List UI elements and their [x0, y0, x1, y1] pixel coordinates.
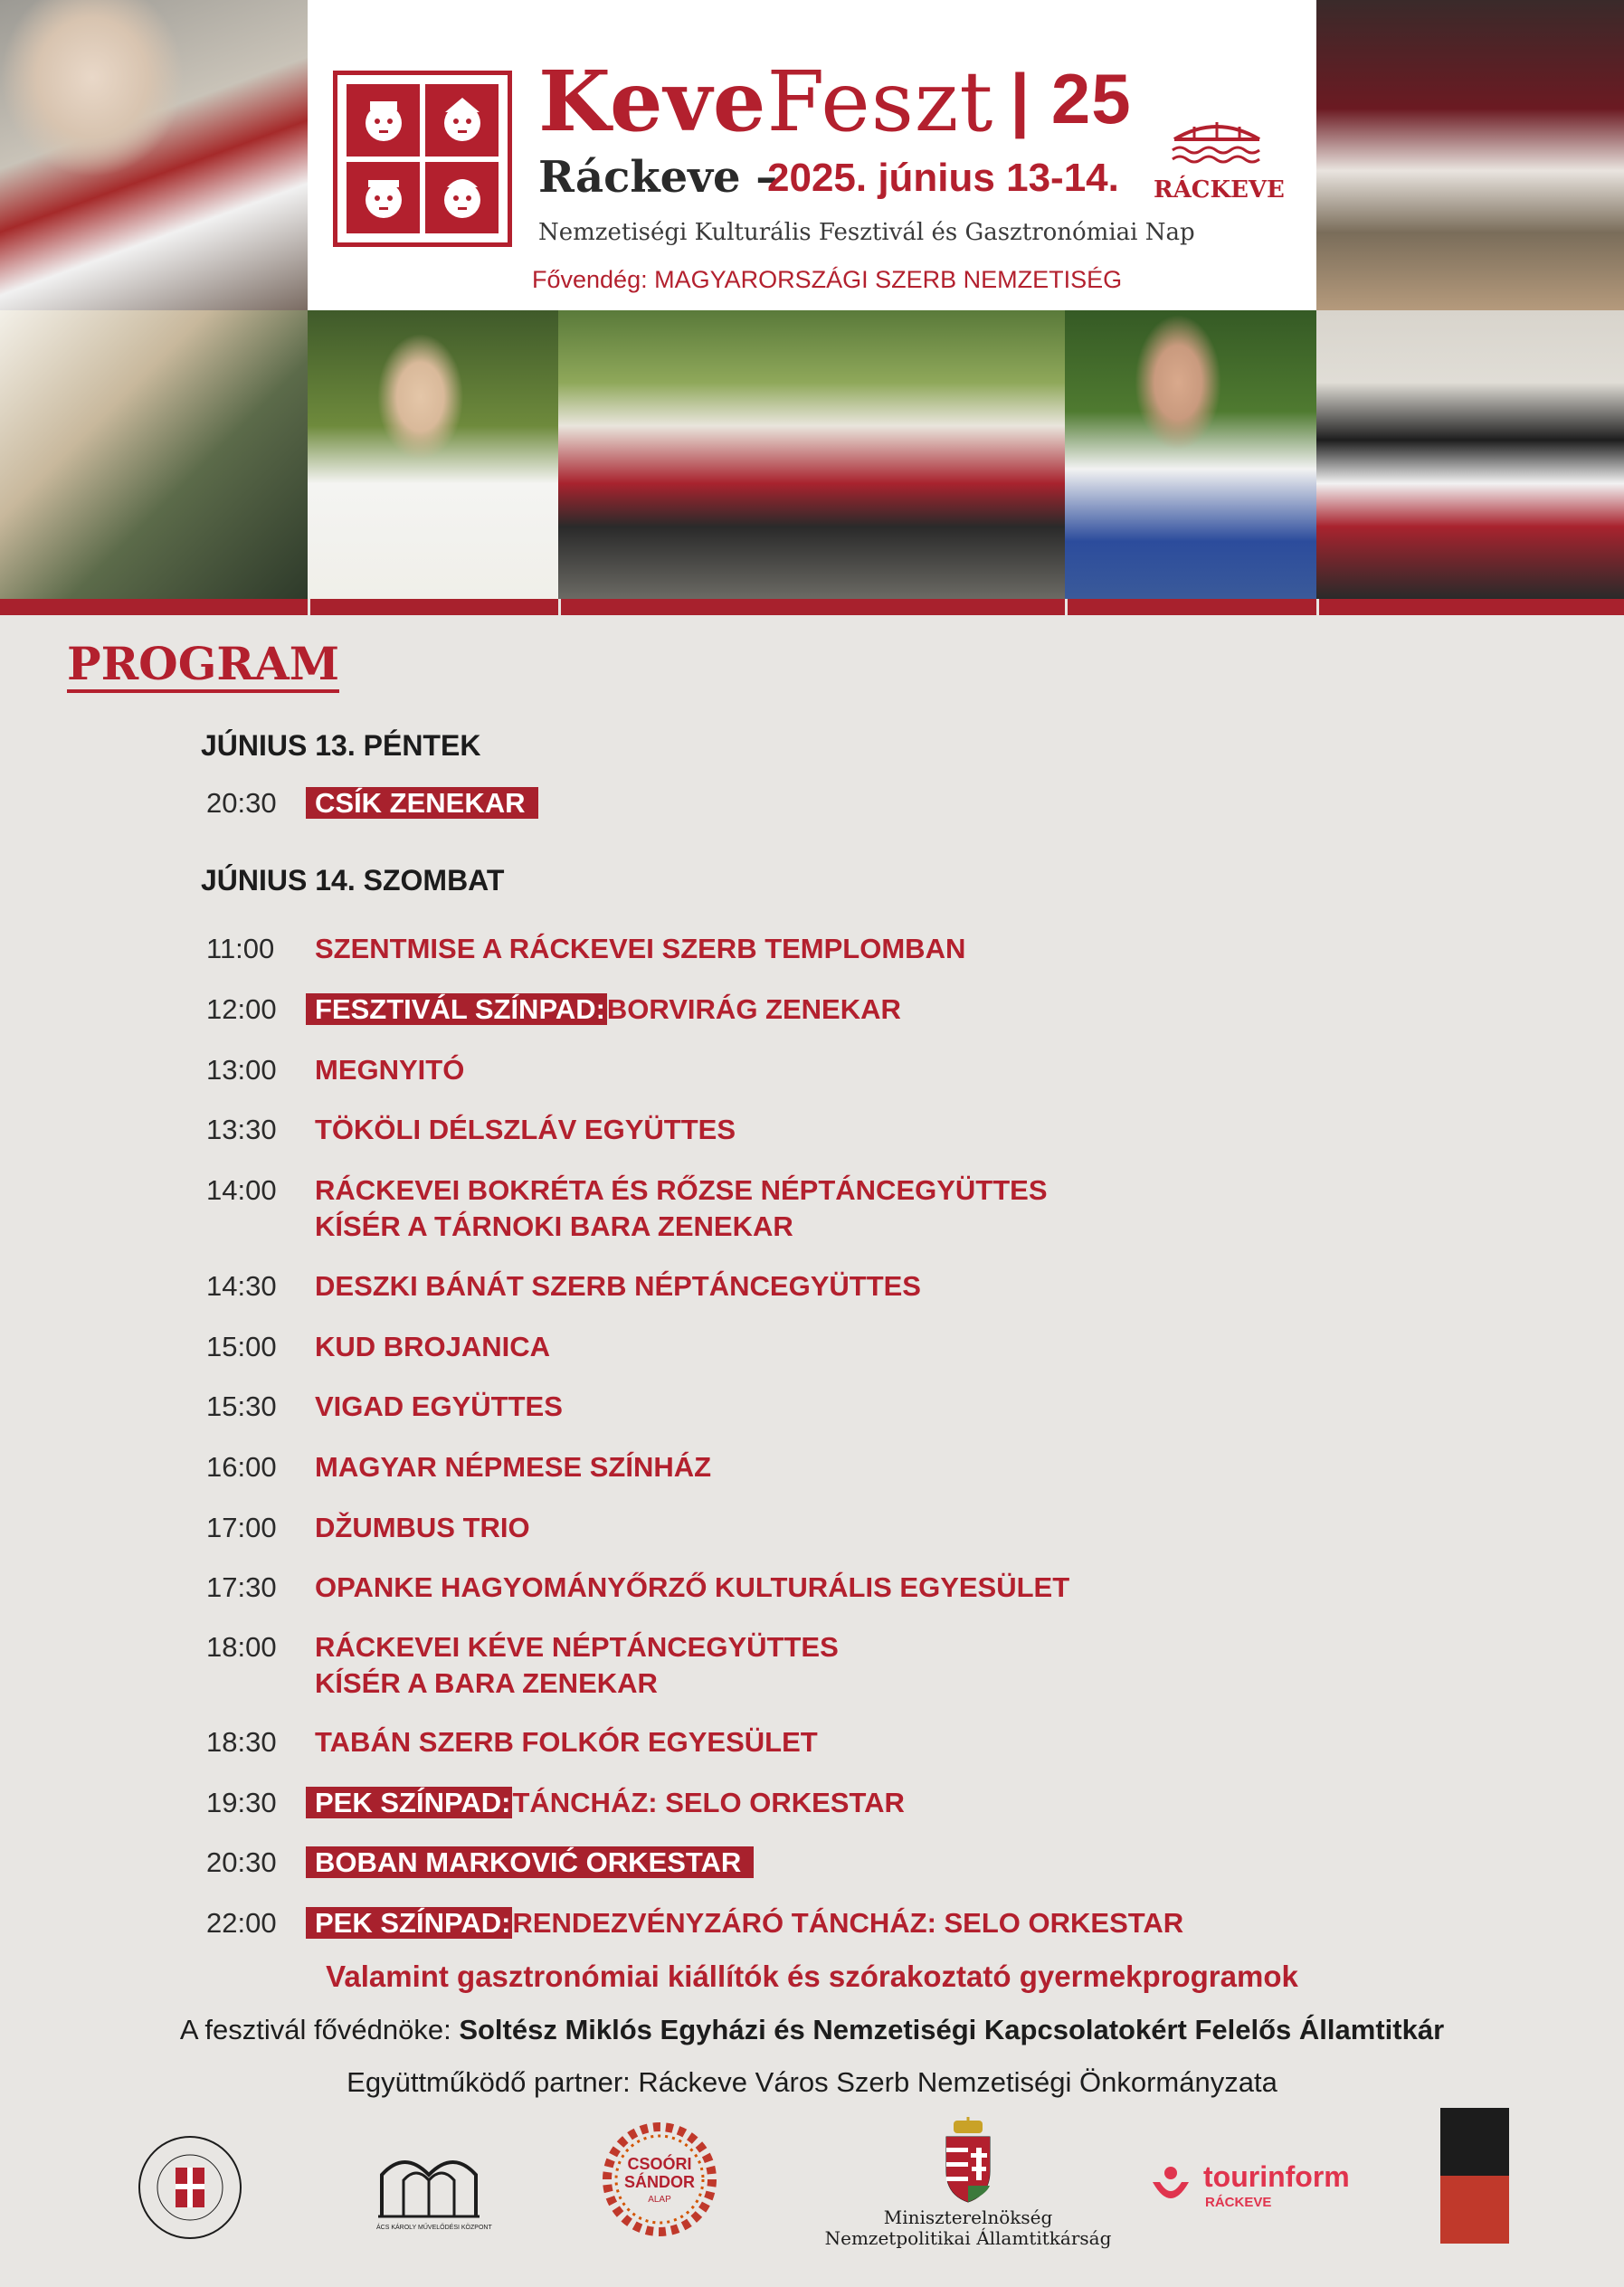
patron-name: Soltész Miklós Egyházi és Nemzetiségi Kapcsolatokért Felelős Államtitkár — [459, 2014, 1445, 2045]
partner-name: Ráckeve Város Szerb Nemzetiségi Önkormányzata — [638, 2066, 1277, 2098]
program-text: MAGYAR NÉPMESE SZÍNHÁZ — [315, 1451, 712, 1483]
day-heading-friday: JÚNIUS 13. PÉNTEK — [201, 729, 481, 762]
program-text: VIGAD EGYÜTTES — [315, 1390, 563, 1422]
program-text-line2: KÍSÉR A TÁRNOKI BARA ZENEKAR — [315, 1210, 793, 1242]
program-tag: PEK SZÍNPAD: — [306, 1907, 512, 1939]
program-tag: BOBAN MARKOVIĆ ORKESTAR — [306, 1846, 754, 1878]
program-time: 11:00 — [206, 933, 275, 964]
program-text: DESZKI BÁNÁT SZERB NÉPTÁNCEGYÜTTES — [315, 1270, 921, 1302]
program-time: 15:30 — [206, 1390, 277, 1422]
program-tag: PEK SZÍNPAD: — [306, 1787, 512, 1818]
festival-subtitle: Nemzetiségi Kulturális Fesztivál és Gasztronómiai Nap — [538, 219, 1195, 246]
program-time: 22:00 — [206, 1907, 277, 1939]
program-text-line2: KÍSÉR A BARA ZENEKAR — [315, 1667, 658, 1699]
face-icon — [425, 84, 499, 157]
header — [0, 0, 1624, 615]
program-time: 12:00 — [206, 993, 277, 1025]
csoori-line2: SÁNDOR — [623, 2173, 695, 2191]
photo-trumpeter — [308, 310, 558, 599]
face-icon — [425, 162, 499, 234]
ministry-logo — [796, 2117, 1140, 2253]
program-tag: CSÍK ZENEKAR — [306, 787, 538, 819]
program-time: 17:00 — [206, 1512, 277, 1543]
program-text: TÁNCHÁZ: SELO ORKESTAR — [512, 1787, 905, 1818]
photo-dancers-feet — [1316, 0, 1624, 310]
brand-part1: Keve — [538, 52, 767, 150]
tourinform-name: tourinform — [1203, 2160, 1350, 2193]
csoori-line1: CSOÓRI — [627, 2155, 692, 2173]
program-text: OPANKE HAGYOMÁNYŐRZŐ KULTURÁLIS EGYESÜLET — [315, 1571, 1070, 1603]
face-icon — [347, 162, 420, 234]
program-time: 20:30 — [206, 787, 277, 819]
tourinform-logo — [1149, 2159, 1366, 2213]
photo-dancing-couple — [1316, 310, 1624, 599]
csoori-sandor-alap-logo — [601, 2121, 718, 2238]
program-time: 15:00 — [206, 1331, 277, 1362]
program-time: 14:00 — [206, 1174, 277, 1206]
brand-part2: Feszt — [766, 53, 994, 150]
extra-programs-note: Valamint gasztronómiai kiállítók és szórakoztató gyermekprogramok — [326, 1960, 1298, 1993]
program-text: DŽUMBUS TRIO — [315, 1512, 530, 1543]
rackeve-town-logo — [1154, 118, 1285, 204]
program-row — [206, 1172, 1473, 1245]
program-text: MEGNYITÓ — [315, 1054, 465, 1086]
day-heading-saturday: JÚNIUS 14. SZOMBAT — [201, 864, 505, 897]
program-text: TABÁN SZERB FOLKÓR EGYESÜLET — [315, 1726, 818, 1758]
patron-line — [0, 2014, 1624, 2046]
brand-title — [538, 52, 1132, 150]
brand-year: | 25 — [1010, 59, 1132, 138]
photo-singer — [1065, 310, 1316, 599]
program-time: 13:00 — [206, 1054, 277, 1086]
program-time: 20:30 — [206, 1846, 277, 1878]
program-text: RENDEZVÉNYZÁRÓ TÁNCHÁZ: SELO ORKESTAR — [512, 1907, 1184, 1939]
patron-label: A fesztivál fővédnöke: — [179, 2014, 451, 2045]
serb-community-seal — [136, 2133, 244, 2242]
hungarian-culture-city-logo — [1440, 2108, 1509, 2244]
program-time: 18:00 — [206, 1631, 277, 1663]
tourinform-icon — [1149, 2164, 1192, 2207]
partner-line — [0, 2066, 1624, 2099]
program-time: 19:30 — [206, 1787, 277, 1818]
hungarian-coat-of-arms-icon — [941, 2117, 995, 2204]
face-icon — [347, 84, 420, 157]
ministry-line1: Miniszterelnökség — [883, 2206, 1053, 2228]
photo-folk-dancers — [558, 310, 1065, 599]
partner-label: Együttműködő partner: — [347, 2066, 631, 2098]
program-time: 17:30 — [206, 1571, 277, 1603]
program-row — [206, 1629, 1473, 1702]
tourinform-town: RÁCKEVE — [1205, 2195, 1272, 2210]
program-time: 18:30 — [206, 1726, 277, 1758]
festival-date: 2025. június 13-14. — [767, 156, 1119, 200]
program-title: PROGRAM — [67, 639, 339, 693]
program-text: BORVIRÁG ZENEKAR — [606, 993, 901, 1025]
program-tag: FESZTIVÁL SZÍNPAD: — [306, 993, 607, 1025]
program-time: 13:30 — [206, 1114, 277, 1145]
town-name: Ráckeve – — [538, 152, 778, 203]
program-text: RÁCKEVEI BOKRÉTA ÉS RŐZSE NÉPTÁNCEGYÜTTES — [315, 1174, 1048, 1206]
divider-band — [0, 599, 1624, 615]
program-text: TÖKÖLI DÉLSZLÁV EGYÜTTES — [315, 1114, 736, 1145]
kevefeszt-logo — [333, 71, 512, 247]
program-text: KUD BROJANICA — [315, 1331, 551, 1362]
aka-cultural-center-logo — [376, 2144, 492, 2231]
photo-drummer — [0, 310, 308, 599]
program-time: 16:00 — [206, 1451, 277, 1483]
bridge-icon — [1167, 118, 1267, 168]
ministry-line2: Nemzetpolitikai Államtitkárság — [824, 2227, 1112, 2249]
photo-child-dancer — [0, 0, 308, 310]
aka-label: ÁCS KÁROLY MŰVELŐDÉSI KÖZPONT — [376, 2225, 492, 2231]
csoori-line3: ALAP — [648, 2195, 671, 2205]
main-guest: Fővendég: MAGYARORSZÁGI SZERB NEMZETISÉG — [532, 266, 1123, 293]
program-time: 14:30 — [206, 1270, 277, 1302]
town-logo-name: RÁCKEVE — [1154, 176, 1285, 204]
title-box — [308, 0, 1316, 310]
program-text: SZENTMISE A RÁCKEVEI SZERB TEMPLOMBAN — [315, 933, 966, 964]
program-text: RÁCKEVEI KÉVE NÉPTÁNCEGYÜTTES — [315, 1631, 839, 1663]
